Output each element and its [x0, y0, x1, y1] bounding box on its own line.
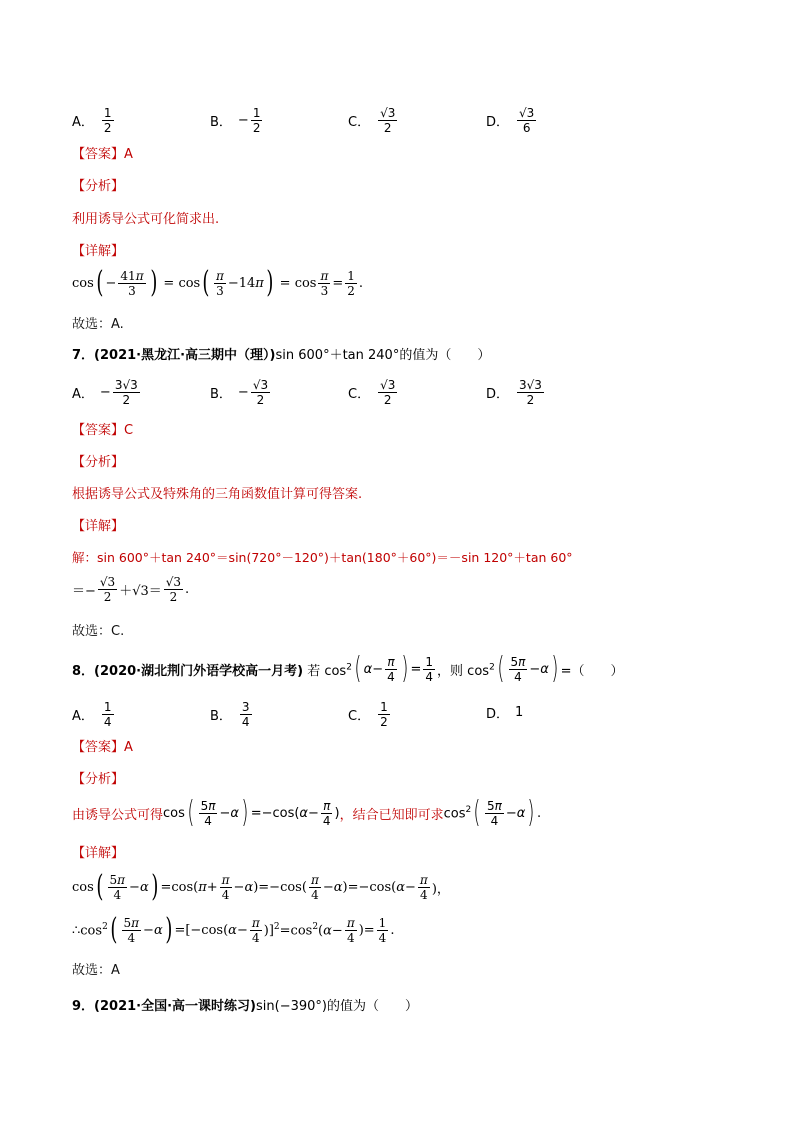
option-label: B． — [210, 115, 232, 130]
answer-value: A — [124, 147, 133, 162]
q6-option-d — [486, 106, 538, 135]
q8-stem: 8．(2020·湖北荆门外语学校高一月考) 若 $\cos^2$ ( α − $\frac{\pi}{4}$ ) = $\frac{1}{4}$ ，则 $\cos^2$ ( $\frac{5\pi}{4}$ −α ) =（ ） — [72, 651, 624, 686]
q8-detail-line2: $\therefore\cos^2$ ( $\frac{5\pi}{4}$ −α ) =[−cos(α− $\frac{\pi}{4}$ )]$^2=\cos^2(\alpha-$ $\frac{\pi}{4}$ )= $\frac{1}{4}$ . — [72, 912, 395, 947]
q8-choose: 故选：A — [72, 963, 120, 978]
option-label: C． — [348, 709, 371, 724]
option-label: C． — [348, 387, 371, 402]
q6-option-c — [348, 106, 399, 135]
option-label: B． — [210, 387, 232, 402]
q8-option-b — [210, 700, 254, 729]
q6-option-a — [72, 106, 116, 135]
option-label: D． — [486, 115, 510, 130]
q6-analysis-tag: 【分析】 — [72, 179, 125, 194]
fraction: $\frac{√3}{6}$ — [519, 106, 535, 135]
q9-stem-text: sin(−390°)的值为（ ） — [256, 999, 418, 1014]
q7-analysis-text: 根据诱导公式及特殊角的三角函数值计算可得答案. — [72, 487, 363, 502]
q6-answer — [72, 145, 133, 165]
q9-source: 9．(2021·全国·高一课时练习) — [72, 999, 256, 1014]
q8-analysis: 由诱导公式可得 cos ( $\frac{5\pi}{4}$ −α ) =−cos(α− $\frac{\pi}{4}$ ) ，结合已知即可求 $\cos^2$ ( $\frac{5\pi}{4}$ −α ) . — [72, 795, 542, 830]
q7-option-b — [210, 378, 272, 407]
q7-stem-text: sin 600°＋tan 240°的值为（ ） — [275, 348, 491, 363]
option-value: 1 — [515, 705, 524, 720]
q7-option-a — [72, 378, 142, 407]
q7-option-d — [486, 378, 546, 407]
fraction: $\frac{1}{2}$ — [252, 106, 261, 135]
option-label: D． — [486, 707, 510, 722]
fraction: $\frac{1}{2}$ — [380, 700, 388, 729]
fraction: $\frac{√3}{2}$ — [380, 106, 396, 135]
sign: − — [99, 385, 111, 400]
fraction: $\frac{1}{2}$ — [103, 106, 112, 135]
q8-analysis-tag: 【分析】 — [72, 772, 125, 787]
q8-source: 8．(2020·湖北荆门外语学校高一月考) — [72, 663, 304, 679]
answer-tag: 【答案】 — [72, 147, 125, 162]
q8-option-c — [348, 700, 392, 729]
q7-detail-line2: ＝− $\frac{√3}{2}$ ＋√3＝ $\frac{√3}{2}$ . — [72, 575, 190, 604]
q7-option-c — [348, 378, 399, 407]
q7-detail-tag: 【详解】 — [72, 519, 125, 534]
q6-detail-tag: 【详解】 — [72, 244, 125, 259]
fraction: $\frac{3√3}{2}$ — [114, 378, 138, 407]
answer-tag: 【答案】 — [72, 740, 125, 755]
option-label: B． — [210, 709, 232, 724]
fraction: $\frac{3√3}{2}$ — [519, 378, 542, 407]
q6-detail-math: cos ( − $\frac{41\pi}{3}$ ) = cos ( $\frac{\pi}{3}$ −14π ) = cos $\frac{\pi}{3}$ = $\frac{1}{2}$ . — [72, 265, 364, 300]
q8-option-d — [486, 703, 523, 722]
sign: − — [237, 385, 249, 400]
q7-source: 7．(2021·黑龙江·高三期中（理）) — [72, 348, 276, 363]
sign: − — [237, 113, 249, 128]
answer-value: C — [124, 423, 134, 438]
q7-analysis-tag: 【分析】 — [72, 455, 125, 470]
option-label: A． — [72, 709, 94, 724]
option-label: D． — [486, 387, 510, 402]
q7-stem — [72, 346, 490, 366]
q6-option-b — [210, 106, 264, 135]
fraction: $\frac{3}{4}$ — [241, 700, 250, 729]
analysis-text: 由诱导公式可得 — [72, 807, 164, 823]
analysis-text: ，结合已知即可求 — [339, 807, 444, 823]
fraction: $\frac{√3}{2}$ — [380, 378, 396, 407]
q7-answer — [72, 421, 133, 441]
q8-answer — [72, 738, 133, 758]
q8-detail-line1: cos ( $\frac{5\pi}{4}$ −α ) =cos(π+ $\frac{\pi}{4}$ −α)=−cos( $\frac{\pi}{4}$ −α)=−cos(α− $\frac{\pi}{4}$ )， — [72, 869, 450, 904]
analysis-end: . — [537, 805, 542, 821]
q8-option-a — [72, 700, 116, 729]
q6-analysis-text: 利用诱导公式可化简求出. — [72, 212, 220, 227]
fraction: $\frac{1}{4}$ — [103, 700, 112, 729]
q7-choose: 故选：C. — [72, 624, 125, 639]
fraction: $\frac{√3}{2}$ — [252, 378, 269, 407]
answer-tag: 【答案】 — [72, 423, 125, 438]
q8-detail-tag: 【详解】 — [72, 846, 125, 861]
q7-detail-line1: 解：sin 600°＋tan 240°＝sin(720°－120°)＋tan(180°＋60°)＝－sin 120°＋tan 60° — [72, 550, 573, 565]
q6-choose: 故选：A. — [72, 317, 124, 332]
option-label: C． — [348, 115, 371, 130]
option-label: A． — [72, 387, 94, 402]
q9-stem — [72, 997, 418, 1017]
option-label: A． — [72, 115, 94, 130]
answer-value: A — [124, 740, 133, 755]
